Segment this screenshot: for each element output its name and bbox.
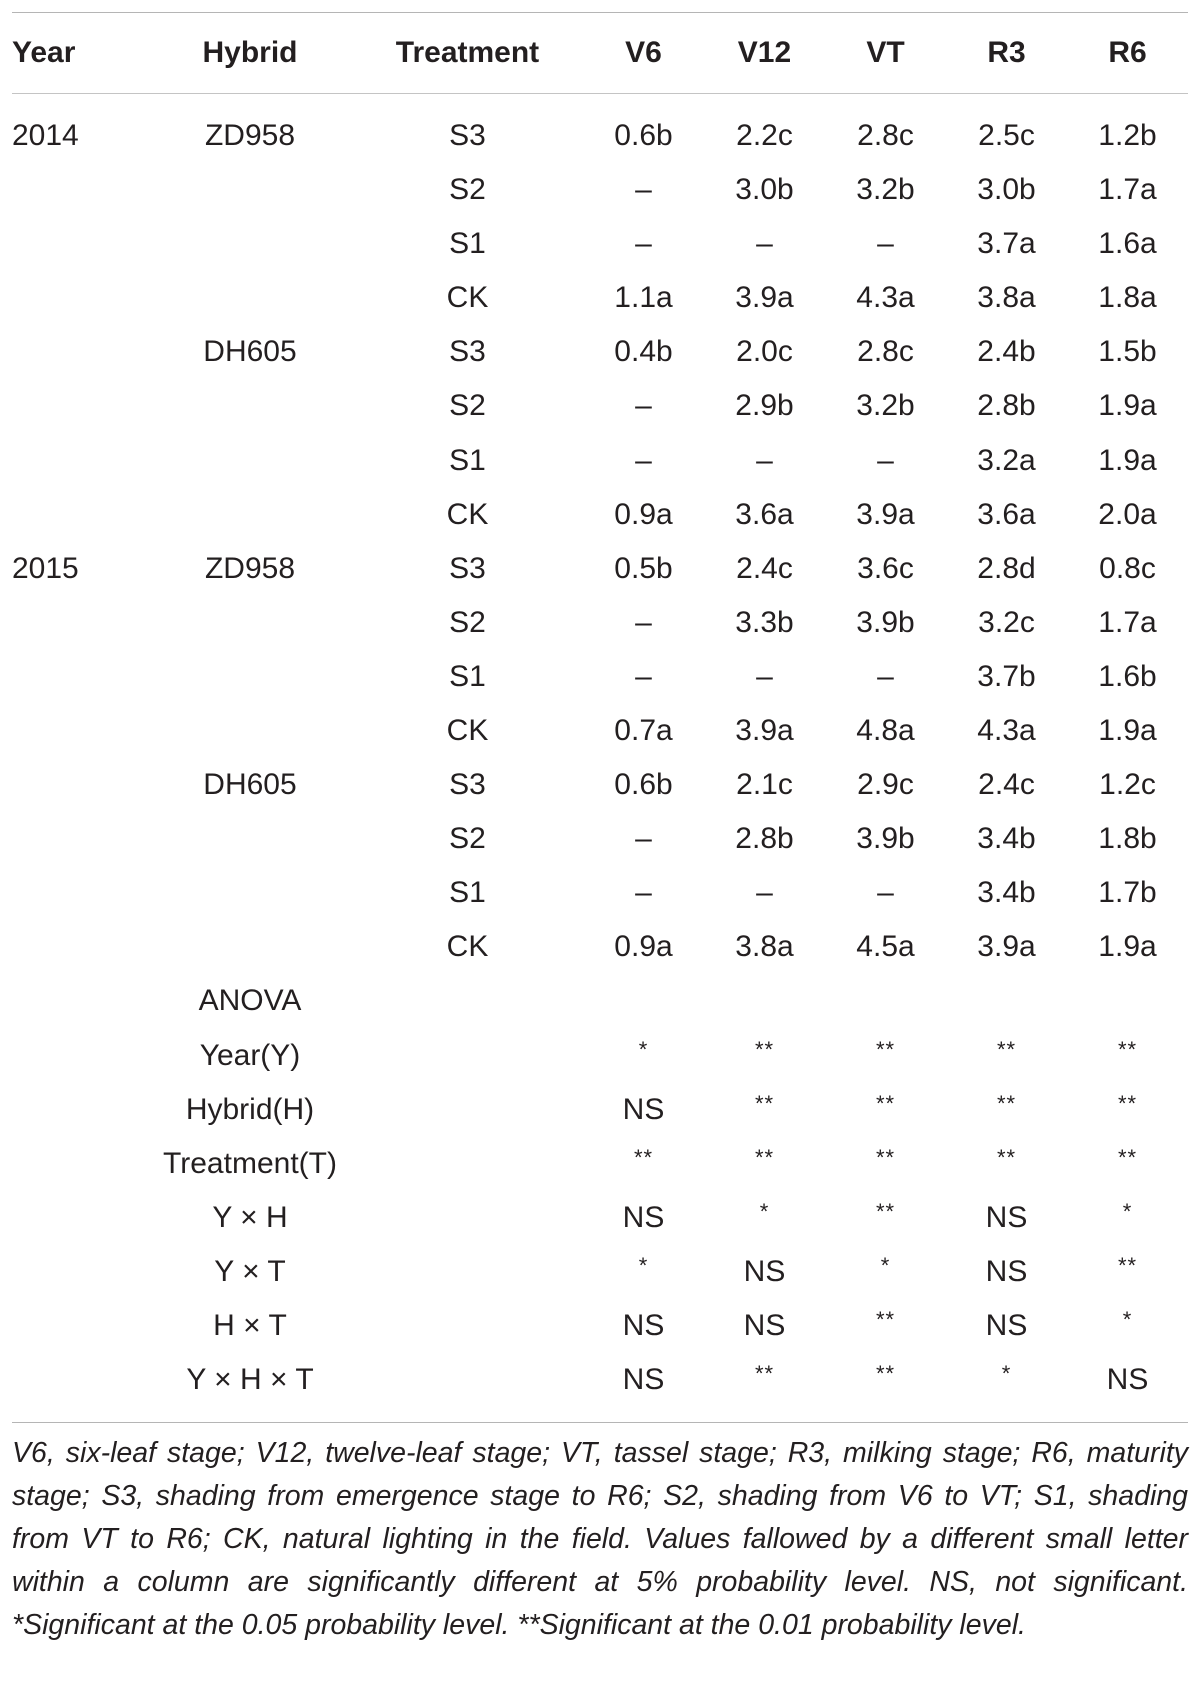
- value-cell-r3: 2.5c: [978, 119, 1035, 152]
- value-cell-v12: 3.6a: [735, 497, 794, 531]
- value-cell-v12: 2.9b: [735, 389, 794, 423]
- table-row: [12, 163, 1188, 217]
- anova-significance-vt: **: [875, 1090, 896, 1116]
- value-cell-r3: 2.4c: [978, 768, 1035, 802]
- value-cell-v12: 3.0b: [735, 173, 794, 207]
- empty-cell: [352, 1137, 583, 1191]
- value-cell-v6: 0.9a: [614, 930, 673, 964]
- value-cell-v6: –: [635, 443, 652, 477]
- value-cell-r6: 1.7a: [1098, 173, 1157, 207]
- value-cell-v12: 3.3b: [735, 605, 794, 639]
- anova-significance-v12: **: [754, 1090, 775, 1116]
- value-cell-vt: –: [877, 659, 894, 693]
- empty-cell: [352, 974, 583, 1028]
- anova-factor: Y × H × T: [186, 1363, 314, 1397]
- value-cell-vt: –: [877, 876, 894, 910]
- hybrid-cell: [148, 379, 352, 433]
- value-cell-r3: 3.8a: [977, 281, 1036, 315]
- empty-cell: [12, 1353, 148, 1407]
- hybrid-cell: ZD958: [204, 551, 296, 585]
- value-cell-r3: 3.4b: [977, 876, 1036, 910]
- value-cell-r3: 3.7b: [977, 659, 1036, 693]
- anova-row: [12, 1191, 1188, 1245]
- table-row: [12, 542, 1188, 596]
- empty-cell: [583, 974, 704, 1028]
- year-cell: [12, 217, 148, 271]
- empty-cell: [352, 1029, 583, 1083]
- value-cell-r6: 1.6a: [1098, 227, 1157, 261]
- value-cell-r6: 1.9a: [1098, 389, 1157, 423]
- empty-cell: [352, 1353, 583, 1407]
- value-cell-r6: 1.9a: [1098, 443, 1157, 477]
- empty-cell: [12, 974, 148, 1028]
- year-cell: [12, 379, 148, 433]
- table-row: [12, 920, 1188, 974]
- value-cell-v12: 2.2c: [736, 119, 793, 152]
- table-row: [12, 488, 1188, 542]
- value-cell-vt: 3.9b: [856, 605, 915, 639]
- treatment-cell: S3: [449, 768, 486, 802]
- value-cell-vt: 2.9c: [857, 768, 914, 802]
- anova-significance-v6: *: [638, 1252, 649, 1278]
- anova-significance-r3: **: [996, 1090, 1017, 1116]
- empty-cell: [352, 1083, 583, 1137]
- anova-significance-v6: NS: [622, 1092, 665, 1126]
- value-cell-vt: 3.6c: [857, 551, 914, 585]
- table-row: [12, 433, 1188, 487]
- value-cell-r3: 4.3a: [977, 713, 1036, 747]
- year-cell: [12, 596, 148, 650]
- treatment-cell: S1: [449, 876, 486, 910]
- table-row: [12, 650, 1188, 704]
- value-cell-r3: 3.9a: [977, 930, 1036, 964]
- treatment-cell: S2: [449, 605, 486, 639]
- value-cell-v12: 3.9a: [735, 281, 794, 315]
- hybrid-cell: [148, 704, 352, 758]
- value-cell-v6: –: [635, 389, 652, 423]
- anova-significance-vt: **: [875, 1198, 896, 1224]
- hybrid-cell: [148, 812, 352, 866]
- value-cell-r6: 1.8b: [1098, 822, 1157, 856]
- value-cell-vt: 3.9a: [856, 497, 915, 531]
- anova-factor: Hybrid(H): [185, 1092, 315, 1126]
- table-row: [12, 812, 1188, 866]
- value-cell-v12: 2.4c: [736, 551, 793, 585]
- value-cell-vt: 2.8c: [857, 119, 914, 152]
- hybrid-cell: [148, 866, 352, 920]
- table-bottom-rule: [12, 1422, 1188, 1423]
- treatment-cell: CK: [446, 713, 489, 747]
- value-cell-r3: 2.8d: [977, 551, 1036, 585]
- anova-significance-r3: NS: [985, 1200, 1028, 1234]
- anova-significance-v12: *: [759, 1198, 770, 1224]
- value-cell-vt: 3.9b: [856, 822, 915, 856]
- table-header-row: [12, 13, 1188, 93]
- anova-factor: Treatment(T): [163, 1146, 337, 1180]
- year-cell: [12, 271, 148, 325]
- value-cell-v6: 0.7a: [614, 713, 673, 747]
- value-cell-r3: 3.4b: [977, 822, 1036, 856]
- value-cell-r6: 0.8c: [1099, 551, 1156, 585]
- anova-significance-v6: NS: [622, 1309, 665, 1343]
- hybrid-cell: [148, 271, 352, 325]
- table-row: [12, 758, 1188, 812]
- treatment-cell: CK: [446, 497, 489, 531]
- empty-cell: [352, 1245, 583, 1299]
- value-cell-v12: 3.8a: [735, 930, 794, 964]
- anova-factor: H × T: [213, 1309, 287, 1343]
- empty-cell: [12, 1191, 148, 1245]
- anova-significance-vt: **: [875, 1361, 896, 1387]
- empty-cell: [825, 974, 946, 1028]
- table-row: [12, 271, 1188, 325]
- value-cell-v6: 1.1a: [614, 281, 673, 315]
- anova-significance-v6: **: [633, 1144, 654, 1170]
- value-cell-r6: 1.7b: [1098, 876, 1157, 910]
- anova-significance-r3: NS: [985, 1254, 1028, 1288]
- value-cell-r6: 1.8a: [1098, 281, 1157, 315]
- value-cell-r3: 3.2c: [978, 605, 1035, 639]
- value-cell-vt: –: [877, 443, 894, 477]
- anova-row: [12, 1083, 1188, 1137]
- anova-significance-v12: NS: [743, 1254, 786, 1288]
- value-cell-r6: 1.9a: [1098, 713, 1157, 747]
- value-cell-v12: –: [756, 443, 773, 477]
- value-cell-v6: 0.4b: [614, 335, 673, 369]
- hybrid-cell: [148, 217, 352, 271]
- value-cell-vt: 2.8c: [857, 335, 914, 369]
- table-row: [12, 866, 1188, 920]
- empty-cell: [12, 1245, 148, 1299]
- column-header-year: Year: [12, 36, 76, 69]
- value-cell-vt: 3.2b: [856, 389, 915, 423]
- value-cell-r6: 1.9a: [1098, 930, 1157, 964]
- anova-factor: Y × T: [214, 1254, 286, 1288]
- table-row: [12, 325, 1188, 379]
- value-cell-v6: –: [635, 227, 652, 261]
- value-cell-r6: 1.7a: [1098, 605, 1157, 639]
- year-cell: [12, 325, 148, 379]
- treatment-cell: S2: [449, 389, 486, 423]
- table-body: [12, 93, 1188, 1407]
- year-cell: [12, 433, 148, 487]
- value-cell-r3: 2.8b: [977, 389, 1036, 423]
- treatment-cell: S1: [449, 443, 486, 477]
- anova-label-row: [12, 974, 1188, 1028]
- anova-factor: Year(Y): [199, 1038, 301, 1072]
- value-cell-vt: 4.3a: [856, 281, 915, 315]
- value-cell-v6: –: [635, 659, 652, 693]
- empty-cell: [12, 1083, 148, 1137]
- value-cell-r3: 2.4b: [977, 335, 1036, 369]
- value-cell-r6: 1.2c: [1099, 768, 1156, 802]
- treatment-cell: S3: [449, 335, 486, 369]
- value-cell-v6: –: [635, 605, 652, 639]
- column-header-v12: V12: [737, 36, 792, 69]
- year-cell: [12, 920, 148, 974]
- treatment-cell: S3: [449, 551, 486, 585]
- anova-significance-v6: *: [638, 1036, 649, 1062]
- value-cell-v12: 3.9a: [735, 713, 794, 747]
- year-cell: [12, 650, 148, 704]
- hybrid-cell: ZD958: [204, 119, 296, 152]
- column-header-r3: R3: [987, 36, 1026, 69]
- empty-cell: [352, 1299, 583, 1353]
- hybrid-cell: DH605: [203, 335, 297, 369]
- treatment-cell: S2: [449, 822, 486, 856]
- value-cell-v12: –: [756, 227, 773, 261]
- anova-significance-r6: **: [1117, 1090, 1138, 1116]
- anova-significance-r3: *: [1001, 1361, 1012, 1387]
- value-cell-v6: –: [635, 876, 652, 910]
- anova-significance-vt: *: [880, 1252, 891, 1278]
- table-row: [12, 596, 1188, 650]
- anova-significance-r3: NS: [985, 1309, 1028, 1343]
- value-cell-vt: 4.8a: [856, 713, 915, 747]
- anova-significance-v12: **: [754, 1361, 775, 1387]
- anova-row: [12, 1029, 1188, 1083]
- table-row: [12, 704, 1188, 758]
- year-cell: [12, 704, 148, 758]
- hybrid-cell: [148, 920, 352, 974]
- value-cell-v12: 2.8b: [735, 822, 794, 856]
- value-cell-v6: 0.5b: [614, 551, 673, 585]
- anova-label: ANOVA: [198, 984, 302, 1018]
- anova-significance-r6: **: [1117, 1252, 1138, 1278]
- value-cell-v12: 2.0c: [736, 335, 793, 369]
- anova-significance-r6: **: [1117, 1036, 1138, 1062]
- anova-significance-v12: **: [754, 1144, 775, 1170]
- column-header-v6: V6: [625, 36, 662, 69]
- empty-cell: [1067, 974, 1188, 1028]
- year-cell: [12, 488, 148, 542]
- table-footnote: V6, six-leaf stage; V12, twelve-leaf stage; VT, tassel stage; R3, milking stage; R6, maturity stage; S3, shading from emergence stage to R6; S2, shading from V6 to VT; S1, shading from VT to R6; CK, natural lighting in the field. Values fallowed by a different small letter within a column are significantly different at 5% probability level. NS, not significant. *Significant at the 0.05 probability level. **Significant at the 0.01 probability level.: [12, 1437, 1188, 1641]
- anova-significance-r3: **: [996, 1144, 1017, 1170]
- value-cell-vt: 4.5a: [856, 930, 915, 964]
- empty-cell: [12, 1299, 148, 1353]
- value-cell-r6: 1.6b: [1098, 659, 1157, 693]
- year-cell: [12, 812, 148, 866]
- value-cell-v6: 0.6b: [614, 768, 673, 802]
- anova-significance-v12: NS: [743, 1309, 786, 1343]
- column-header-vt: VT: [866, 36, 905, 69]
- anova-significance-r6: *: [1122, 1198, 1133, 1224]
- anova-row: [12, 1353, 1188, 1407]
- column-header-r6: R6: [1108, 36, 1147, 69]
- empty-cell: [704, 974, 825, 1028]
- year-cell: [12, 163, 148, 217]
- data-table: [12, 13, 1188, 1407]
- value-cell-v6: –: [635, 822, 652, 856]
- value-cell-r6: 2.0a: [1098, 497, 1157, 531]
- treatment-cell: CK: [446, 281, 489, 315]
- empty-cell: [946, 974, 1067, 1028]
- value-cell-r6: 1.2b: [1098, 119, 1157, 152]
- treatment-cell: CK: [446, 930, 489, 964]
- value-cell-v12: 2.1c: [736, 768, 793, 802]
- anova-significance-r6: *: [1122, 1307, 1133, 1333]
- column-header-hybrid: Hybrid: [202, 36, 298, 69]
- value-cell-r3: 3.7a: [977, 227, 1036, 261]
- year-cell: [12, 758, 148, 812]
- value-cell-v6: 0.9a: [614, 497, 673, 531]
- value-cell-vt: –: [877, 227, 894, 261]
- hybrid-cell: DH605: [203, 768, 297, 802]
- anova-factor: Y × H: [212, 1200, 288, 1234]
- year-cell: 2015: [12, 551, 79, 585]
- treatment-cell: S2: [449, 173, 486, 207]
- value-cell-r3: 3.6a: [977, 497, 1036, 531]
- anova-significance-r6: **: [1117, 1144, 1138, 1170]
- anova-significance-vt: **: [875, 1144, 896, 1170]
- anova-significance-v12: **: [754, 1036, 775, 1062]
- hybrid-cell: [148, 596, 352, 650]
- year-cell: 2014: [12, 119, 79, 152]
- empty-cell: [12, 1137, 148, 1191]
- hybrid-cell: [148, 650, 352, 704]
- treatment-cell: S1: [449, 659, 486, 693]
- table-row: [12, 93, 1188, 163]
- empty-cell: [352, 1191, 583, 1245]
- column-header-treatment: Treatment: [395, 36, 540, 69]
- anova-significance-r6: NS: [1106, 1363, 1149, 1397]
- empty-cell: [12, 1029, 148, 1083]
- anova-significance-v6: NS: [622, 1200, 665, 1234]
- value-cell-v12: –: [756, 659, 773, 693]
- anova-significance-r3: **: [996, 1036, 1017, 1062]
- hybrid-cell: [148, 163, 352, 217]
- value-cell-v6: 0.6b: [614, 119, 673, 152]
- hybrid-cell: [148, 433, 352, 487]
- anova-significance-vt: **: [875, 1307, 896, 1333]
- value-cell-v6: –: [635, 173, 652, 207]
- value-cell-vt: 3.2b: [856, 173, 915, 207]
- value-cell-r6: 1.5b: [1098, 335, 1157, 369]
- value-cell-r3: 3.2a: [977, 443, 1036, 477]
- anova-row: [12, 1245, 1188, 1299]
- table-row: [12, 217, 1188, 271]
- treatment-cell: S3: [449, 119, 486, 152]
- anova-row: [12, 1137, 1188, 1191]
- anova-significance-v6: NS: [622, 1363, 665, 1397]
- table-row: [12, 379, 1188, 433]
- year-cell: [12, 866, 148, 920]
- treatment-cell: S1: [449, 227, 486, 261]
- anova-row: [12, 1299, 1188, 1353]
- hybrid-cell: [148, 488, 352, 542]
- anova-significance-vt: **: [875, 1036, 896, 1062]
- value-cell-r3: 3.0b: [977, 173, 1036, 207]
- value-cell-v12: –: [756, 876, 773, 910]
